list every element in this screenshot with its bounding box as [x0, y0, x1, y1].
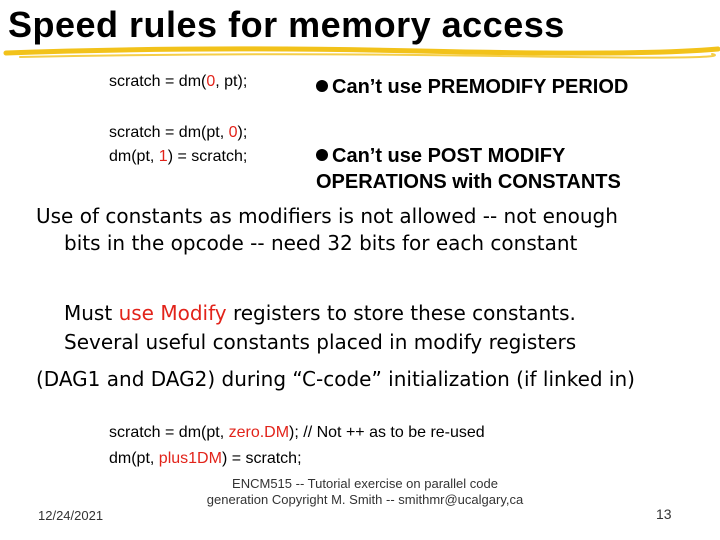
code-line-zerodm: scratch = dm(pt, zero.DM); // Not ++ as to be re-used — [109, 424, 485, 441]
paragraph-modify-line2: Several useful constants placed in modify registers — [64, 330, 577, 354]
code-line-postmodify-write: dm(pt, 1) = scratch; — [109, 148, 248, 165]
slide-title: Speed rules for memory access — [8, 4, 565, 45]
footer-date: 12/24/2021 — [38, 508, 104, 523]
paragraph-modify-line3: (DAG1 and DAG2) during “C-code” initialization (if linked in) — [36, 367, 635, 391]
code-line-postmodify-read: scratch = dm(pt, 0); — [109, 124, 248, 141]
page-number: 13 — [656, 506, 672, 522]
title-underline-decoration — [0, 44, 720, 64]
bullet-postmodify: Can’t use POST MODIFY — [316, 143, 565, 169]
paragraph-modify-line1: Must use Modify registers to store these constants. — [64, 301, 576, 325]
paragraph-constants-line1: Use of constants as modifiers is not allowed -- not enough — [36, 204, 618, 228]
bullet-dot-icon — [316, 80, 328, 92]
footer-text: ENCM515 -- Tutorial exercise on parallel code generation Copyright M. Smith -- smithmr@ucalgary,ca — [206, 476, 524, 507]
code-line-premodify: scratch = dm(0, pt); — [109, 73, 248, 90]
code-line-plus1dm: dm(pt, plus1DM) = scratch; — [109, 450, 302, 467]
bullet-postmodify-continued: OPERATIONS with CONSTANTS — [316, 171, 621, 193]
bullet-premodify: Can’t use PREMODIFY PERIOD — [316, 74, 628, 100]
paragraph-constants-line2: bits in the opcode -- need 32 bits for each constant — [64, 231, 578, 255]
bullet-dot-icon — [316, 149, 328, 161]
